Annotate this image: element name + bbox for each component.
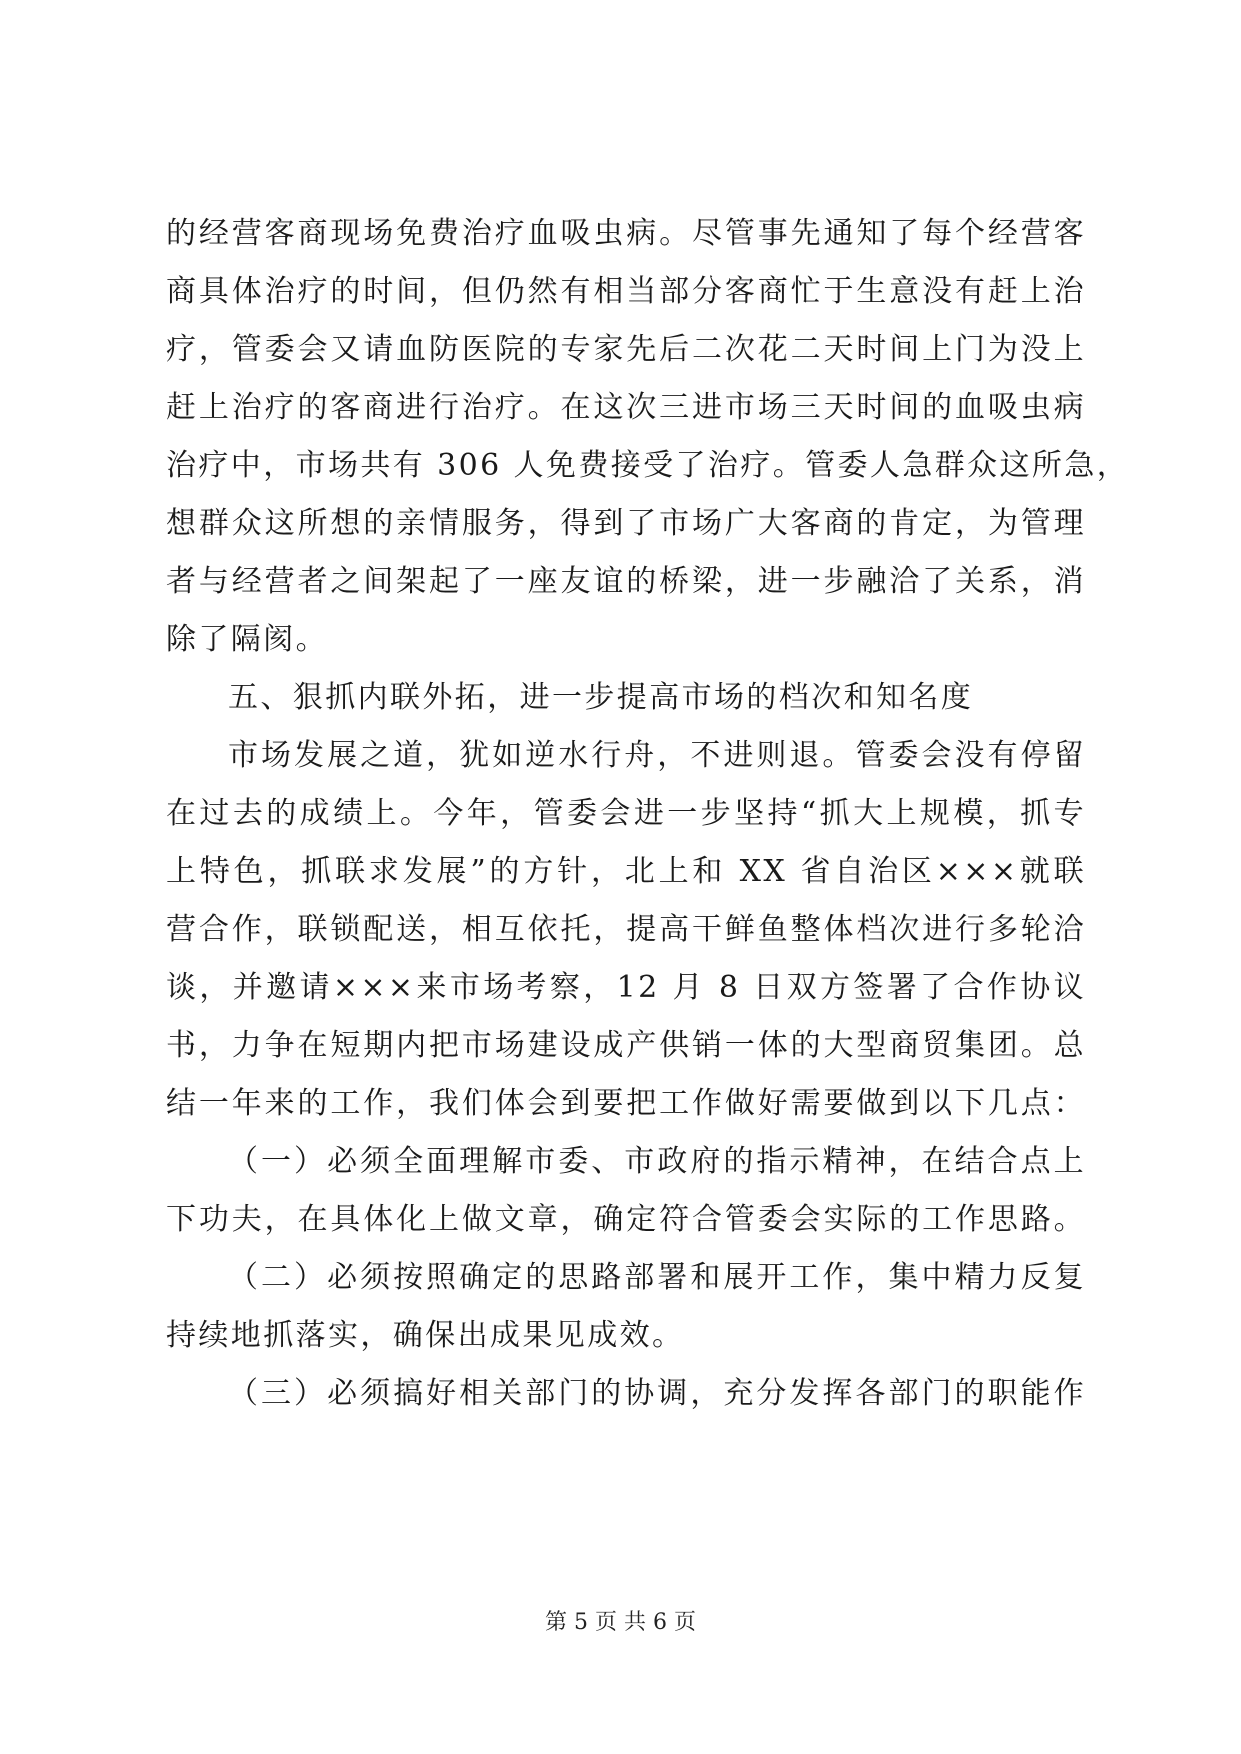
list-item-1: （一）必须全面理解市委、市政府的指示精神，在结合点上 xyxy=(228,1144,1086,1179)
body-text-line: 治疗中，市场共有 306 人免费接受了治疗。管委人急群众这所急， xyxy=(166,448,1130,483)
list-item-3: （三）必须搞好相关部门的协调，充分发挥各部门的职能作 xyxy=(228,1376,1086,1411)
body-text-line: 结一年来的工作，我们体会到要把工作做好需要做到以下几点： xyxy=(166,1086,1086,1121)
body-text-line: 营合作，联锁配送，相互依托，提高干鲜鱼整体档次进行多轮洽 xyxy=(166,912,1086,947)
body-text-line: 书，力争在短期内把市场建设成产供销一体的大型商贸集团。总 xyxy=(166,1028,1086,1063)
body-text-line: 下功夫，在具体化上做文章，确定符合管委会实际的工作思路。 xyxy=(166,1202,1086,1237)
body-text-line: 市场发展之道，犹如逆水行舟，不进则退。管委会没有停留 xyxy=(228,738,1086,773)
body-text-line: 赶上治疗的客商进行治疗。在这次三进市场三天时间的血吸虫病 xyxy=(166,390,1086,425)
body-text-line: 上特色，抓联求发展”的方针，北上和 XX 省自治区×××就联 xyxy=(166,854,1086,889)
body-text-line: 商具体治疗的时间，但仍然有相当部分客商忙于生意没有赶上治 xyxy=(166,274,1086,309)
body-text-line: 持续地抓落实，确保出成果见成效。 xyxy=(166,1318,685,1353)
body-text-line: 除了隔阂。 xyxy=(166,622,328,657)
list-item-2: （二）必须按照确定的思路部署和展开工作，集中精力反复 xyxy=(228,1260,1086,1295)
body-text-line: 的经营客商现场免费治疗血吸虫病。尽管事先通知了每个经营客 xyxy=(166,216,1086,251)
body-text-line: 在过去的成绩上。今年，管委会进一步坚持“抓大上规模，抓专 xyxy=(166,796,1086,831)
page-footer: 第 5 页 共 6 页 xyxy=(545,1610,696,1635)
section-heading: 五、狠抓内联外拓，进一步提高市场的档次和知名度 xyxy=(228,680,974,715)
body-text-line: 谈，并邀请×××来市场考察，12 月 8 日双方签署了合作协议 xyxy=(166,970,1086,1005)
body-text-line: 者与经营者之间架起了一座友谊的桥梁，进一步融洽了关系，消 xyxy=(166,564,1086,599)
body-text-line: 疗，管委会又请血防医院的专家先后二次花二天时间上门为没上 xyxy=(166,332,1086,367)
body-text-line: 想群众这所想的亲情服务，得到了市场广大客商的肯定，为管理 xyxy=(166,506,1086,541)
